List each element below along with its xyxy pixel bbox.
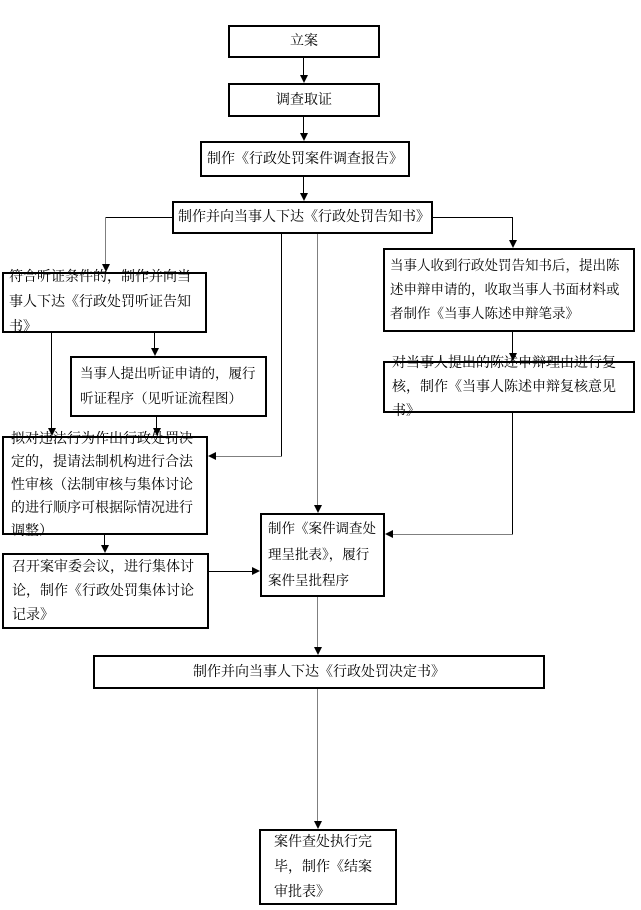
connector-n11-n12-arrow-down-icon	[314, 647, 322, 655]
node-case-approval-form: 制作《案件调查处理呈批表》，履行案件呈批程序	[260, 513, 385, 597]
connector-n4-n5-arrow-down-icon	[102, 264, 110, 272]
connector-n7-n9-arrow-down-icon	[153, 428, 161, 436]
connector-n4-n9-arrow-left-icon	[208, 452, 216, 460]
connector-n5-n9-line	[51, 333, 52, 428]
connector-n4-n6-hline	[433, 217, 513, 218]
connector-n10-n11-line	[209, 571, 252, 572]
node-penalty-decision: 制作并向当事人下达《行政处罚决定书》	[93, 655, 545, 689]
connector-n4-n6-vline	[512, 217, 513, 240]
connector-n4-n11-vline	[317, 234, 318, 505]
connector-n12-n13-line	[317, 689, 318, 821]
connector-n2-n3-line	[303, 117, 304, 133]
connector-n6-n8-arrow-down-icon	[509, 353, 517, 361]
connector-n4-n6-arrow-down-icon	[509, 240, 517, 248]
connector-n8-n11-vline	[512, 413, 513, 534]
node-investigation-evidence: 调查取证	[228, 83, 380, 117]
connector-n8-n11-arrow-left-icon	[385, 530, 393, 538]
connector-n4-n9-hline	[216, 456, 282, 457]
connector-n3-n4-arrow-down-icon	[300, 193, 308, 201]
connector-n5-n7-arrow-down-icon	[151, 348, 159, 356]
connector-n10-n11-arrow-right-icon	[252, 567, 260, 575]
connector-n11-n12-line	[317, 597, 318, 647]
node-case-filing: 立案	[228, 25, 380, 58]
node-hearing-notice: 符合听证条件的，制作并向当事人下达《行政处罚听证告知书》	[2, 272, 207, 333]
connector-n2-n3-arrow-down-icon	[300, 133, 308, 141]
connector-n4-n5-hline	[105, 217, 172, 218]
connector-n9-n10-line	[104, 535, 105, 545]
connector-n8-n11-hline	[393, 534, 513, 535]
node-collective-discussion: 召开案审委会议，进行集体讨论，制作《行政处罚集体讨论记录》	[2, 553, 209, 629]
connector-n1-n2-line	[303, 58, 304, 75]
connector-n12-n13-arrow-down-icon	[314, 821, 322, 829]
node-statement-defense-record: 当事人收到行政处罚告知书后，提出陈述申辩申请的，收取当事人书面材料或者制作《当事人陈述申辩笔录》	[383, 248, 635, 332]
connector-n7-n9-line	[156, 417, 157, 428]
connector-n1-n2-arrow-down-icon	[300, 75, 308, 83]
node-case-closure: 案件查处执行完毕，制作《结案审批表》	[259, 829, 397, 905]
node-hearing-procedure: 当事人提出听证申请的，履行听证程序（见听证流程图）	[70, 356, 267, 417]
connector-n4-n5-vline	[105, 217, 106, 264]
node-legality-review: 拟对违法行为作出行政处罚决定的，提请法制机构进行合法性审核（法制审核与集体讨论的进行顺序可根据际情况进行调整）	[2, 436, 208, 535]
node-defense-review: 对当事人提出的陈述申辩理由进行复核，制作《当事人陈述申辩复核意见书》	[383, 361, 635, 413]
connector-n6-n8-line	[512, 332, 513, 353]
node-investigation-report: 制作《行政处罚案件调查报告》	[200, 141, 410, 177]
connector-n5-n7-line	[154, 333, 155, 348]
connector-n4-n11-arrow-down-icon	[314, 505, 322, 513]
node-penalty-notice: 制作并向当事人下达《行政处罚告知书》	[172, 201, 433, 234]
connector-n3-n4-line	[303, 177, 304, 193]
connector-n4-n9-vline	[281, 234, 282, 456]
connector-n5-n9-arrow-down-icon	[48, 428, 56, 436]
connector-n9-n10-arrow-down-icon	[101, 545, 109, 553]
